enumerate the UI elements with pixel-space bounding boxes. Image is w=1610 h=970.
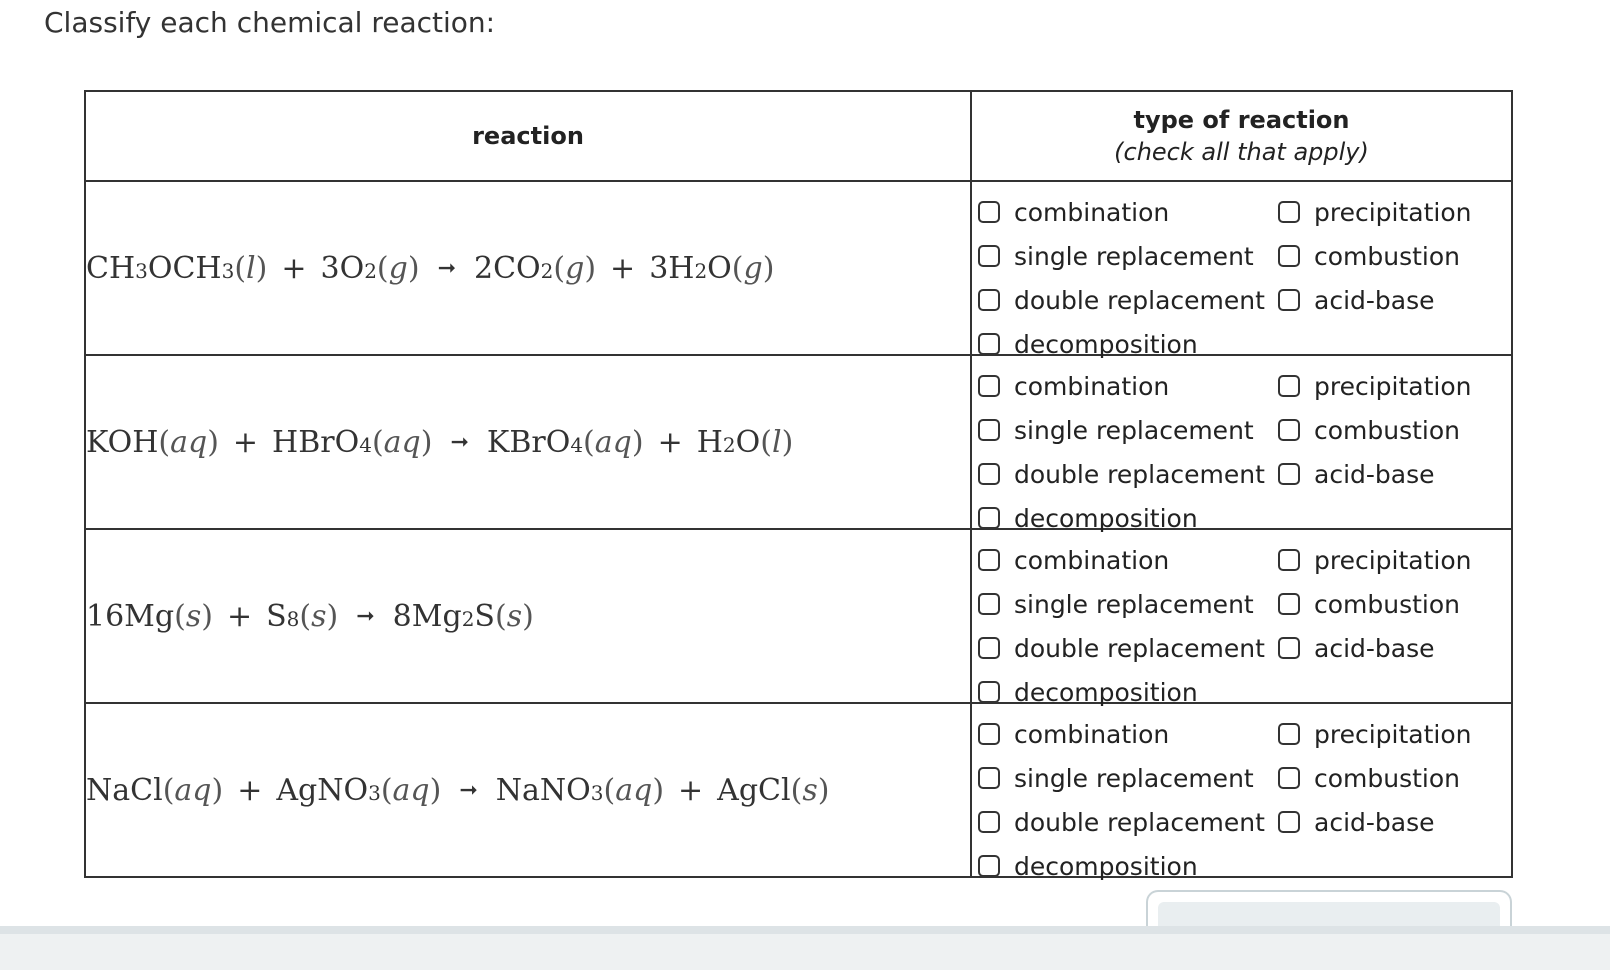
reaction-cell [85, 355, 971, 529]
r2-single-replacement-option[interactable]: single replacement [978, 408, 1278, 452]
checkbox-icon[interactable] [1278, 767, 1300, 789]
reaction-equation: KOH ( aq ) + HBrO 4 ( aq ) ➞ KBrO 4 ( aq ) + H 2 O ( l ) [86, 424, 794, 460]
r4-acid-base-option[interactable]: acid-base [1278, 800, 1508, 844]
checkbox-icon[interactable] [1278, 289, 1300, 311]
table-row [85, 529, 1512, 703]
r2-decomposition-option[interactable]: decomposition [978, 496, 1278, 540]
bottom-toolbar [0, 926, 1610, 970]
question-prompt: Classify each chemical reaction: [44, 6, 496, 39]
r2-precipitation-option[interactable]: precipitation [1278, 364, 1508, 408]
r1-decomposition-option[interactable]: decomposition [978, 322, 1278, 366]
reaction-equation: CH 3 OCH 3 ( l ) + 3O 2 ( g ) ➞ 2CO 2 ( g ) + 3H 2 O ( g ) [86, 250, 775, 286]
checkbox-icon[interactable] [978, 463, 1000, 485]
reaction-column-header [85, 91, 971, 181]
reaction-header-label: reaction [472, 122, 584, 150]
checkbox-icon[interactable] [1278, 245, 1300, 267]
r1-combination-option[interactable]: combination [978, 190, 1278, 234]
checkbox-icon[interactable] [1278, 375, 1300, 397]
r2-double-replacement-option[interactable]: double replacement [978, 452, 1278, 496]
r1-single-replacement-option[interactable]: single replacement [978, 234, 1278, 278]
r1-precipitation-option[interactable]: precipitation [1278, 190, 1508, 234]
r2-combination-option[interactable]: combination [978, 364, 1278, 408]
reaction-equation: NaCl ( aq ) + AgNO 3 ( aq ) ➞ NaNO 3 ( aq ) + AgCl ( s ) [86, 772, 830, 808]
checkbox-icon[interactable] [978, 723, 1000, 745]
checkbox-icon[interactable] [978, 289, 1000, 311]
type-header-note: (check all that apply) [1114, 138, 1369, 166]
reaction-cell [85, 529, 971, 703]
checkbox-icon[interactable] [1278, 463, 1300, 485]
r2-acid-base-option[interactable]: acid-base [1278, 452, 1508, 496]
reaction-arrow-icon: ➞ [437, 255, 457, 281]
checkbox-icon[interactable] [978, 681, 1000, 703]
checkbox-icon[interactable] [978, 333, 1000, 355]
checkbox-icon[interactable] [1278, 723, 1300, 745]
checkbox-icon[interactable] [1278, 419, 1300, 441]
checkbox-icon[interactable] [978, 549, 1000, 571]
checkbox-icon[interactable] [978, 507, 1000, 529]
checkbox-icon[interactable] [1278, 811, 1300, 833]
reaction-type-options [971, 355, 1512, 533]
classification-table [84, 90, 1513, 881]
r1-combustion-option[interactable]: combustion [1278, 234, 1508, 278]
checkbox-icon[interactable] [978, 855, 1000, 877]
reaction-type-options [971, 703, 1512, 881]
checkbox-icon[interactable] [1278, 201, 1300, 223]
reaction-arrow-icon: ➞ [450, 429, 469, 455]
reaction-type-options [971, 529, 1512, 707]
r4-double-replacement-option[interactable]: double replacement [978, 800, 1278, 844]
r1-double-replacement-option[interactable]: double replacement [978, 278, 1278, 322]
r4-precipitation-option[interactable]: precipitation [1278, 712, 1508, 756]
table-row [85, 703, 1512, 877]
checkbox-icon[interactable] [978, 637, 1000, 659]
r3-combustion-option[interactable]: combustion [1278, 582, 1508, 626]
checkbox-icon[interactable] [1278, 593, 1300, 615]
checkbox-icon[interactable] [978, 419, 1000, 441]
r3-single-replacement-option[interactable]: single replacement [978, 582, 1278, 626]
reaction-arrow-icon: ➞ [356, 603, 375, 629]
table-row [85, 181, 1512, 355]
checkbox-icon[interactable] [978, 811, 1000, 833]
checkbox-icon[interactable] [1278, 549, 1300, 571]
r3-combination-option[interactable]: combination [978, 538, 1278, 582]
r3-double-replacement-option[interactable]: double replacement [978, 626, 1278, 670]
r4-decomposition-option[interactable]: decomposition [978, 844, 1278, 888]
reaction-cell [85, 703, 971, 877]
r4-combustion-option[interactable]: combustion [1278, 756, 1508, 800]
checkbox-icon[interactable] [978, 593, 1000, 615]
reaction-arrow-icon: ➞ [459, 777, 478, 803]
checkbox-icon[interactable] [978, 375, 1000, 397]
r4-combination-option[interactable]: combination [978, 712, 1278, 756]
r3-precipitation-option[interactable]: precipitation [1278, 538, 1508, 582]
checkbox-icon[interactable] [978, 767, 1000, 789]
type-header-label: type of reaction [1133, 106, 1350, 134]
r1-acid-base-option[interactable]: acid-base [1278, 278, 1508, 322]
table-header-row [85, 91, 1512, 181]
reaction-cell [85, 181, 971, 355]
checkbox-icon[interactable] [978, 201, 1000, 223]
r2-combustion-option[interactable]: combustion [1278, 408, 1508, 452]
reaction-type-options [971, 181, 1512, 359]
type-column-header [971, 91, 1512, 181]
checkbox-icon[interactable] [1278, 637, 1300, 659]
table-row [85, 355, 1512, 529]
checkbox-icon[interactable] [978, 245, 1000, 267]
r3-acid-base-option[interactable]: acid-base [1278, 626, 1508, 670]
reaction-equation: 16Mg ( s ) + S 8 ( s ) ➞ 8Mg 2 S ( s ) [86, 598, 534, 634]
answer-tools-panel[interactable] [1146, 890, 1512, 930]
r3-decomposition-option[interactable]: decomposition [978, 670, 1278, 714]
r4-single-replacement-option[interactable]: single replacement [978, 756, 1278, 800]
